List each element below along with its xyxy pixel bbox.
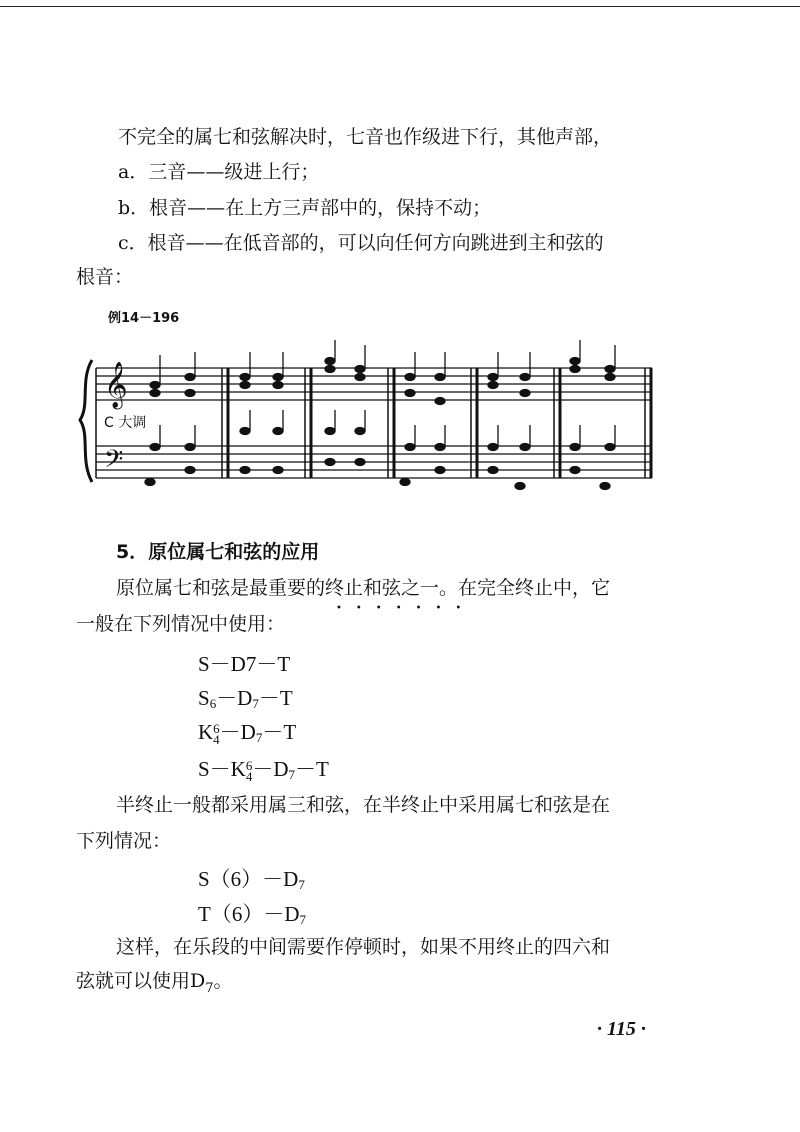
half-formula-2: $T(6)-D_7$ (198, 902, 306, 927)
formula-1: S－D7－T (198, 652, 291, 676)
para1-line2: 一般在下列情况中使用： (76, 613, 286, 635)
notes (145, 340, 615, 490)
emphasis-dots: ••••••• (336, 603, 476, 614)
formula-2: $S_6-D_7-T$ (198, 686, 293, 711)
para2-line1: 半终止一般都采用属三和弦，在半终止中采用属七和弦是在 (116, 794, 611, 816)
rule-a: a．三音——级进上行； (118, 161, 320, 183)
key-label: C 大调 (104, 415, 147, 431)
section-title: 5．原位属七和弦的应用 (116, 541, 320, 563)
grand-staff-brace (80, 360, 92, 482)
rule-b: b．根音——在上方三声部中的，保持不动； (118, 197, 492, 219)
example-label: 例14－196 (108, 311, 180, 326)
para2-line2: 下列情况： (76, 830, 172, 852)
rules-continuation: 根音： (76, 266, 134, 288)
para3-line2: 弦就可以使用$D_7$。 (76, 970, 233, 996)
formula-3: K 6 4 $-D_7-T$ (198, 720, 297, 748)
para1-line1: 原位属七和弦是最重要的终止和弦之一。在完全终止中，它 (116, 577, 611, 599)
formula-4: S－K 6 4 $-D_7-T$ (198, 757, 329, 785)
bass-clef-icon: 𝄢 (104, 445, 124, 480)
para3-line1: 这样，在乐段的中间需要作停顿时，如果不用终止的四六和 (116, 936, 611, 958)
page-number: · 115 · (597, 1018, 646, 1040)
staff-lines (96, 368, 652, 478)
treble-clef-icon: 𝄞 (104, 362, 128, 408)
half-formula-1: $S(6)-D_7$ (198, 867, 305, 892)
intro-line: 不完全的属七和弦解决时，七音也作级进下行，其他声部， (118, 126, 613, 148)
rule-c: c．根音——在低音部的，可以向任何方向跳进到主和弦的 (118, 232, 604, 254)
